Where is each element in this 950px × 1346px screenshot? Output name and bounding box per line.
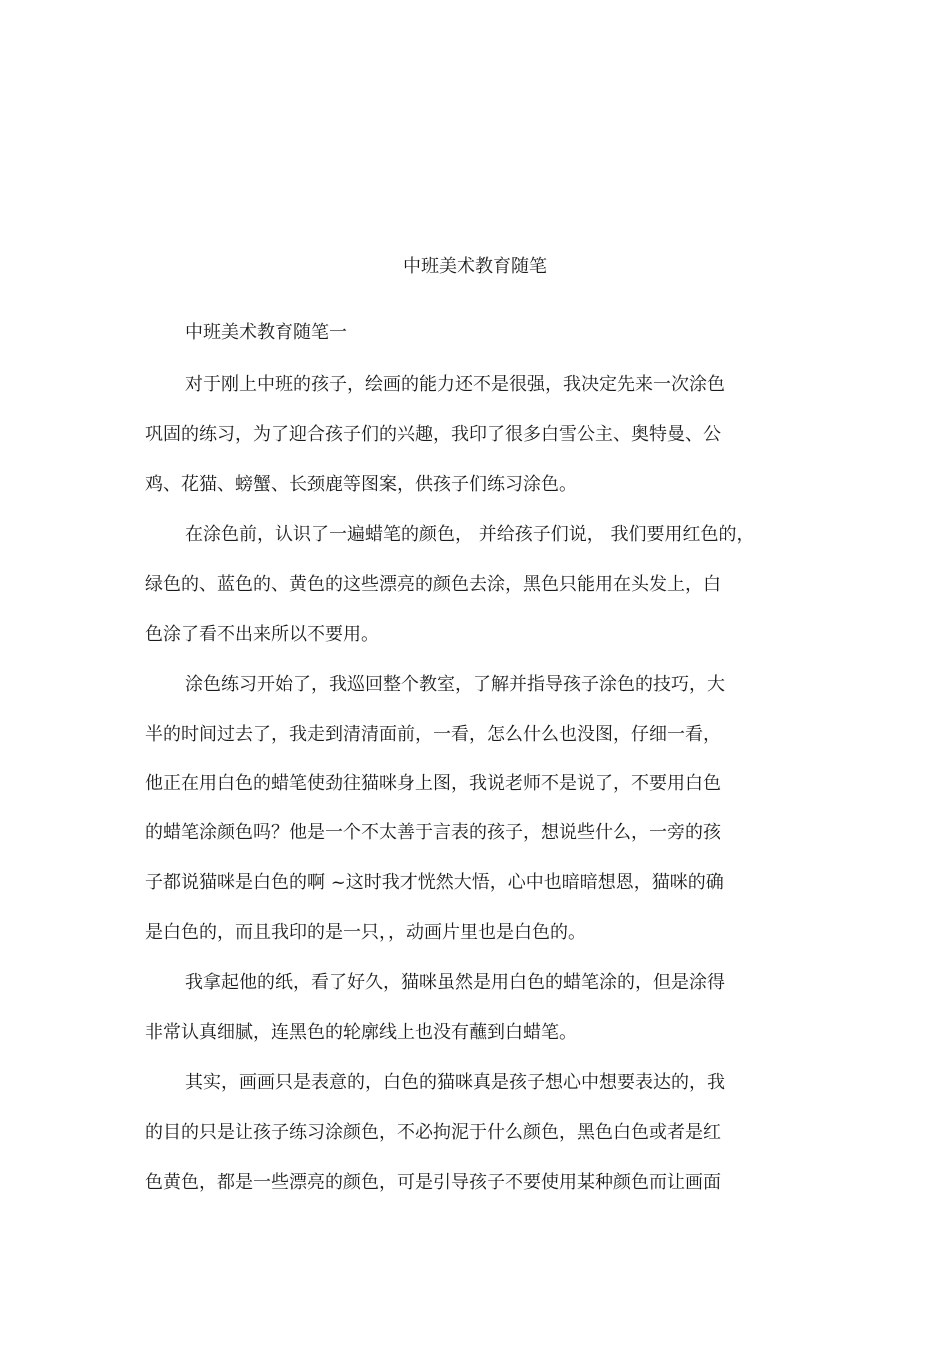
paragraph-line: 巩固的练习，为了迎合孩子们的兴趣，我印了很多白雪公主、奥特曼、公 [145,424,721,445]
paragraph-line: 涂色练习开始了，我巡回整个教室，了解并指导孩子涂色的技巧，大 [185,674,725,695]
paragraph-line: 我拿起他的纸，看了好久，猫咪虽然是用白色的蜡笔涂的，但是涂得 [185,972,725,993]
paragraph-line: 的蜡笔涂颜色吗？他是一个不太善于言表的孩子，想说些什么，一旁的孩 [145,822,721,843]
paragraph-line: 他正在用白色的蜡笔使劲往猫咪身上图，我说老师不是说了，不要用白色 [145,773,721,794]
paragraph-line: 的目的只是让孩子练习涂颜色，不必拘泥于什么颜色，黑色白色或者是红 [145,1122,721,1143]
paragraph-line: 绿色的、蓝色的、黄色的这些漂亮的颜色去涂，黑色只能用在头发上，白 [145,574,721,595]
paragraph-line: 鸡、花猫、螃蟹、长颈鹿等图案，供孩子们练习涂色。 [145,474,577,495]
paragraph-line: 色黄色，都是一些漂亮的颜色，可是引导孩子不要使用某种颜色而让画面 [145,1172,721,1193]
paragraph-line: 色涂了看不出来所以不要用。 [145,624,379,645]
paragraph-line: 半的时间过去了，我走到清清面前，一看，怎么什么也没图，仔细一看， [145,724,721,745]
paragraph-line: 在涂色前，认识了一遍蜡笔的颜色， 并给孩子们说， 我们要用红色的， [185,524,755,545]
paragraph-line: 对于刚上中班的孩子，绘画的能力还不是很强，我决定先来一次涂色 [185,374,725,395]
paragraph-line: 子都说猫咪是白色的啊 ~这时我才恍然大悟，心中也暗暗想恩，猫咪的确 [145,872,724,893]
paragraph-line: 非常认真细腻，连黑色的轮廓线上也没有蘸到白蜡笔。 [145,1022,577,1043]
section-heading: 中班美术教育随笔一 [185,322,347,343]
paragraph-line: 是白色的，而且我印的是一只，，动画片里也是白色的。 [145,922,586,943]
paragraph-line: 其实，画画只是表意的，白色的猫咪真是孩子想心中想要表达的，我 [185,1072,725,1093]
document-title: 中班美术教育随笔 [403,256,547,277]
